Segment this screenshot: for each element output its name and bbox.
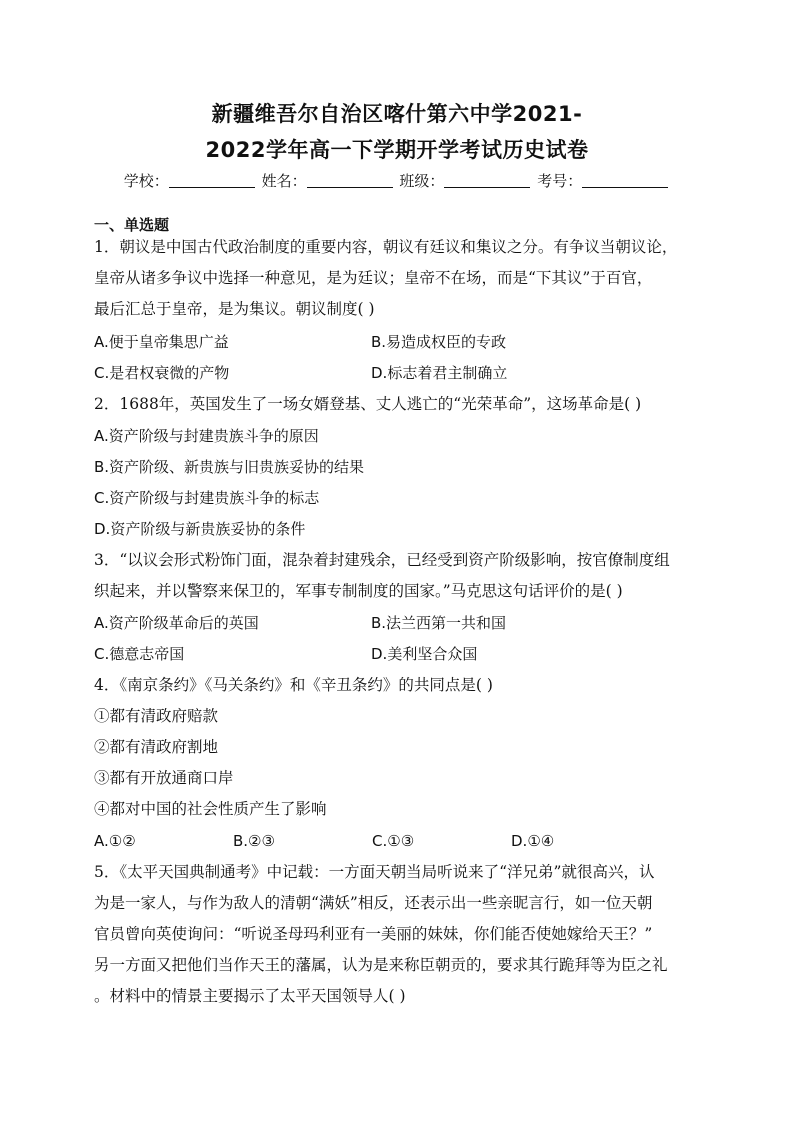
q3-stem-line: 3．“以议会形式粉饰门面，混杂着封建残余，已经受到资产阶级影响，按官僚制度组 bbox=[94, 551, 670, 569]
exam-number-label: 考号： bbox=[537, 172, 583, 190]
q3-option-b[interactable]: B.法兰西第一共和国 bbox=[371, 614, 507, 632]
q5-stem-line: 。材料中的情景主要揭示了太平天国领导人( ) bbox=[94, 987, 406, 1005]
school-blank[interactable] bbox=[169, 173, 255, 188]
class-blank[interactable] bbox=[444, 173, 530, 188]
q4-option-c[interactable]: C.①③ bbox=[372, 832, 415, 850]
q1-option-c[interactable]: C.是君权衰微的产物 bbox=[94, 364, 230, 382]
name-label: 姓名： bbox=[261, 172, 307, 190]
q4-stem-line: 4．《南京条约》《马关条约》和《辛丑条约》的共同点是( ) bbox=[94, 676, 493, 694]
q3-option-d[interactable]: D.美利坚合众国 bbox=[371, 645, 478, 663]
q2-option-b[interactable]: B.资产阶级、新贵族与旧贵族妥协的结果 bbox=[94, 458, 365, 476]
q3-stem-line: 织起来，并以警察来保卫的，军事专制制度的国家。”马克思这句话评价的是( ) bbox=[94, 582, 623, 600]
q2-option-d[interactable]: D.资产阶级与新贵族妥协的条件 bbox=[94, 520, 306, 538]
class-label: 班级： bbox=[399, 172, 445, 190]
q4-item: ①都有清政府赔款 bbox=[94, 707, 219, 725]
exam-title-line-2: 2022学年高一下学期开学考试历史试卷 bbox=[205, 138, 589, 162]
q4-option-d[interactable]: D.①④ bbox=[511, 832, 555, 850]
q4-item: ④都对中国的社会性质产生了影响 bbox=[94, 800, 327, 818]
student-info-row bbox=[0, 170, 794, 191]
school-label: 学校： bbox=[123, 172, 169, 190]
q1-option-b[interactable]: B.易造成权臣的专政 bbox=[371, 333, 507, 351]
q5-stem-line: 为是一家人，与作为敌人的清朝“满妖”相反，还表示出一些亲昵言行，如一位天朝 bbox=[94, 894, 653, 912]
section-title: 一、单选题 bbox=[94, 216, 170, 234]
q3-option-c[interactable]: C.德意志帝国 bbox=[94, 645, 185, 663]
q2-option-a[interactable]: A.资产阶级与封建贵族斗争的原因 bbox=[94, 427, 319, 445]
q1-option-a[interactable]: A.便于皇帝集思广益 bbox=[94, 333, 229, 351]
q2-stem-line: 2．1688年，英国发生了一场女婿登基、丈人逃亡的“光荣革命”，这场革命是( ) bbox=[94, 395, 642, 413]
q1-option-d[interactable]: D.标志着君主制确立 bbox=[371, 364, 508, 382]
q1-stem-line: 1．朝议是中国古代政治制度的重要内容，朝议有廷议和集议之分。有争议当朝议论， bbox=[94, 238, 678, 256]
exam-number-blank[interactable] bbox=[582, 173, 668, 188]
q5-stem-line: 另一方面又把他们当作天王的藩属，认为是来称臣朝贡的，要求其行跪拜等为臣之礼 bbox=[94, 956, 668, 974]
exam-title-line-1: 新疆维吾尔自治区喀什第六中学2021- bbox=[211, 102, 583, 126]
q5-stem-line: 官员曾向英使询问：“听说圣母玛利亚有一美丽的妹妹，你们能否使她嫁给天王？” bbox=[94, 925, 653, 943]
q1-stem-line: 最后汇总于皇帝，是为集议。朝议制度( ) bbox=[94, 300, 375, 318]
q1-stem-line: 皇帝从诸多争议中选择一种意见，是为廷议；皇帝不在场，而是“下其议”于百官， bbox=[94, 269, 653, 287]
name-blank[interactable] bbox=[307, 173, 393, 188]
q5-stem-line: 5．《太平天国典制通考》中记载：一方面天朝当局听说来了“洋兄弟”就很高兴，认 bbox=[94, 863, 655, 881]
q4-item: ②都有清政府割地 bbox=[94, 738, 219, 756]
q4-item: ③都有开放通商口岸 bbox=[94, 769, 234, 787]
q4-option-a[interactable]: A.①② bbox=[94, 832, 136, 850]
q3-option-a[interactable]: A.资产阶级革命后的英国 bbox=[94, 614, 259, 632]
q2-option-c[interactable]: C.资产阶级与封建贵族斗争的标志 bbox=[94, 489, 320, 507]
q4-option-b[interactable]: B.②③ bbox=[233, 832, 275, 850]
